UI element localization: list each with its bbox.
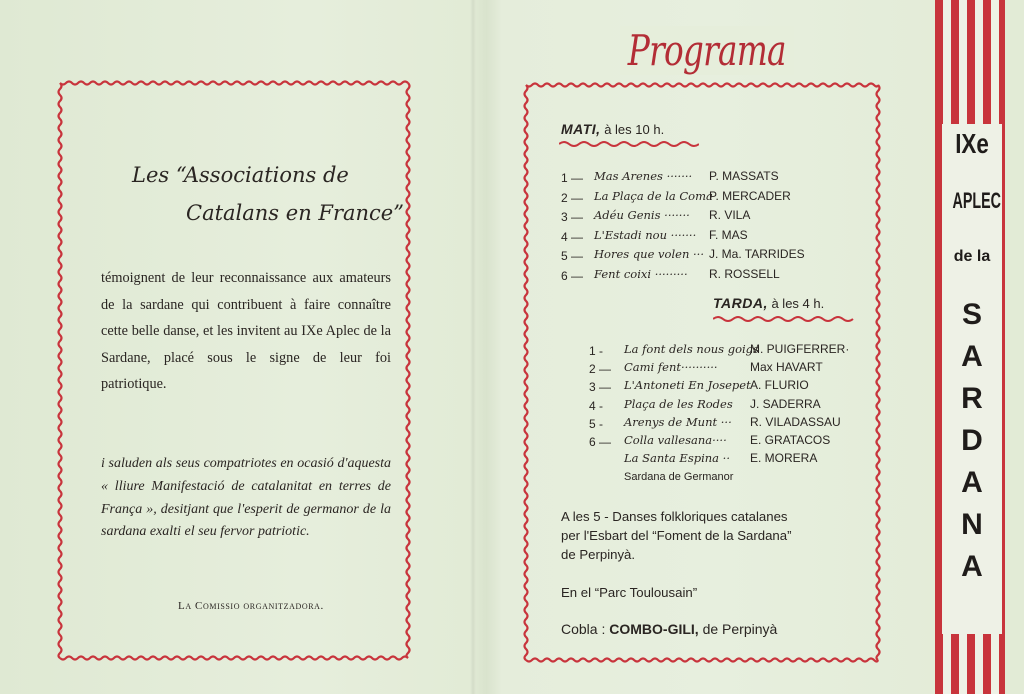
piece-title: Cami fent·········· [624, 360, 718, 375]
composer-name: E. GRATACOS [750, 433, 831, 447]
band-letter: A [961, 466, 983, 499]
row-number: 4 - [589, 398, 604, 413]
catalan-paragraph: i saluden als seus compatriotes en ocasió d'aquesta « lliure Manifestació de catalanitat en terres de França », desitjant que l'esperit de germanor de la sardana exalti el seu fervor patriotic. [101, 456, 391, 540]
venue-line: En el “Parc Toulousain” [561, 585, 698, 600]
event-line-3: de Perpinyà. [561, 547, 636, 562]
cobla-label: Cobla : [561, 621, 606, 637]
row-number: 5 — [561, 249, 584, 263]
row-number: 1 - [589, 344, 604, 358]
program-title: Programa [620, 26, 794, 75]
cobla-name: COMBO-GILI, [609, 621, 699, 637]
composer-name: P. MASSATS [709, 169, 779, 183]
afternoon-underline [713, 315, 855, 323]
band-letter: S [961, 298, 982, 331]
piece-title: Fent coixi ········· [594, 266, 688, 281]
event-line-1: A les 5 - Danses folkloriques catalanes [561, 509, 788, 524]
band-letter: A [961, 340, 983, 373]
afternoon-label: TARDA, [713, 295, 768, 311]
row-number: 6 — [561, 268, 584, 283]
composer-name: Max HAVART [750, 360, 823, 375]
piece-title: Hores que volen ··· [594, 247, 704, 261]
band-letter: R [961, 382, 983, 415]
morning-row [561, 247, 805, 265]
morning-time: à les 10 h. [604, 122, 665, 137]
afternoon-row [589, 414, 841, 433]
row-number: 1 — [561, 171, 584, 185]
piece-title: L'Estadi nou ······· [594, 227, 697, 242]
band-letter: D [961, 424, 983, 457]
french-paragraph: témoignent de leur reconnaissance aux amateurs de la sardane qui contribuent à faire connaître cette belle danse, et les invitent au IXe Aplec de la Sardane, placé sous le signe de leur foi patriotique. [101, 270, 391, 392]
center-fold [470, 0, 476, 694]
morning-label: MATI, [561, 121, 601, 137]
composer-name: J. Ma. TARRIDES [709, 247, 805, 261]
composer-name: J. SADERRA [750, 396, 821, 411]
composer-name: P. MERCADER [709, 188, 791, 203]
morning-underline [559, 140, 699, 148]
left-title-line1: Les “Associations de [132, 163, 349, 187]
composer-name: E. MORERA [750, 451, 818, 466]
row-number: 5 - [589, 416, 604, 431]
morning-heading [561, 121, 664, 137]
band-letter: N [961, 508, 983, 541]
composer-name: R. ROSSELL [709, 266, 780, 281]
band-edition: IXe [955, 128, 989, 159]
afternoon-row [589, 433, 831, 451]
composer-name: M. PUIGFERRER· [750, 342, 850, 356]
band-de-la: de la [953, 248, 991, 265]
piece-title: L'Antoneti En Josepet [624, 378, 751, 393]
morning-row [561, 208, 751, 226]
band-letter: A [961, 550, 983, 583]
row-number: 2 — [589, 362, 612, 377]
germanor-note: Sardana de Germanor [624, 471, 734, 483]
morning-row [561, 188, 791, 207]
piece-title: Colla vallesana···· [624, 433, 727, 447]
band-aplec: APLEC [952, 188, 1001, 213]
left-title-line2: Catalans en France” [186, 201, 404, 225]
afternoon-row [589, 342, 850, 360]
event-line-2: per l'Esbart del “Foment de la Sardana” [561, 528, 792, 543]
cobla-city: de Perpinyà [702, 621, 778, 637]
piece-title: La font dels nous goigs [624, 342, 759, 356]
piece-title: La Plaça de la Coma [594, 188, 713, 203]
row-number: 3 — [561, 210, 584, 224]
row-number: 3 — [589, 380, 612, 395]
afternoon-time: à les 4 h. [771, 296, 825, 311]
row-number: 2 — [561, 190, 584, 205]
composer-name: F. MAS [709, 227, 748, 242]
signature: La Comissio organitzadora. [178, 600, 324, 612]
row-number: 6 — [589, 435, 612, 449]
composer-name: R. VILADASSAU [750, 414, 841, 429]
morning-row [561, 266, 780, 285]
composer-name: R. VILA [709, 208, 751, 222]
row-number: 4 — [561, 229, 584, 244]
cobla-line [561, 620, 777, 639]
morning-row [561, 169, 779, 187]
afternoon-row [589, 378, 809, 396]
piece-title: La Santa Espina ·· [624, 451, 730, 466]
morning-row [561, 227, 748, 246]
afternoon-heading [713, 295, 824, 311]
piece-title: Arenys de Munt ··· [624, 414, 732, 429]
piece-title: Plaça de les Rodes [624, 396, 733, 411]
piece-title: Adéu Genis ······· [594, 208, 690, 222]
piece-title: Mas Arenes ······· [594, 169, 693, 183]
afternoon-row [589, 360, 823, 378]
composer-name: A. FLURIO [750, 378, 809, 393]
afternoon-row [589, 396, 821, 415]
